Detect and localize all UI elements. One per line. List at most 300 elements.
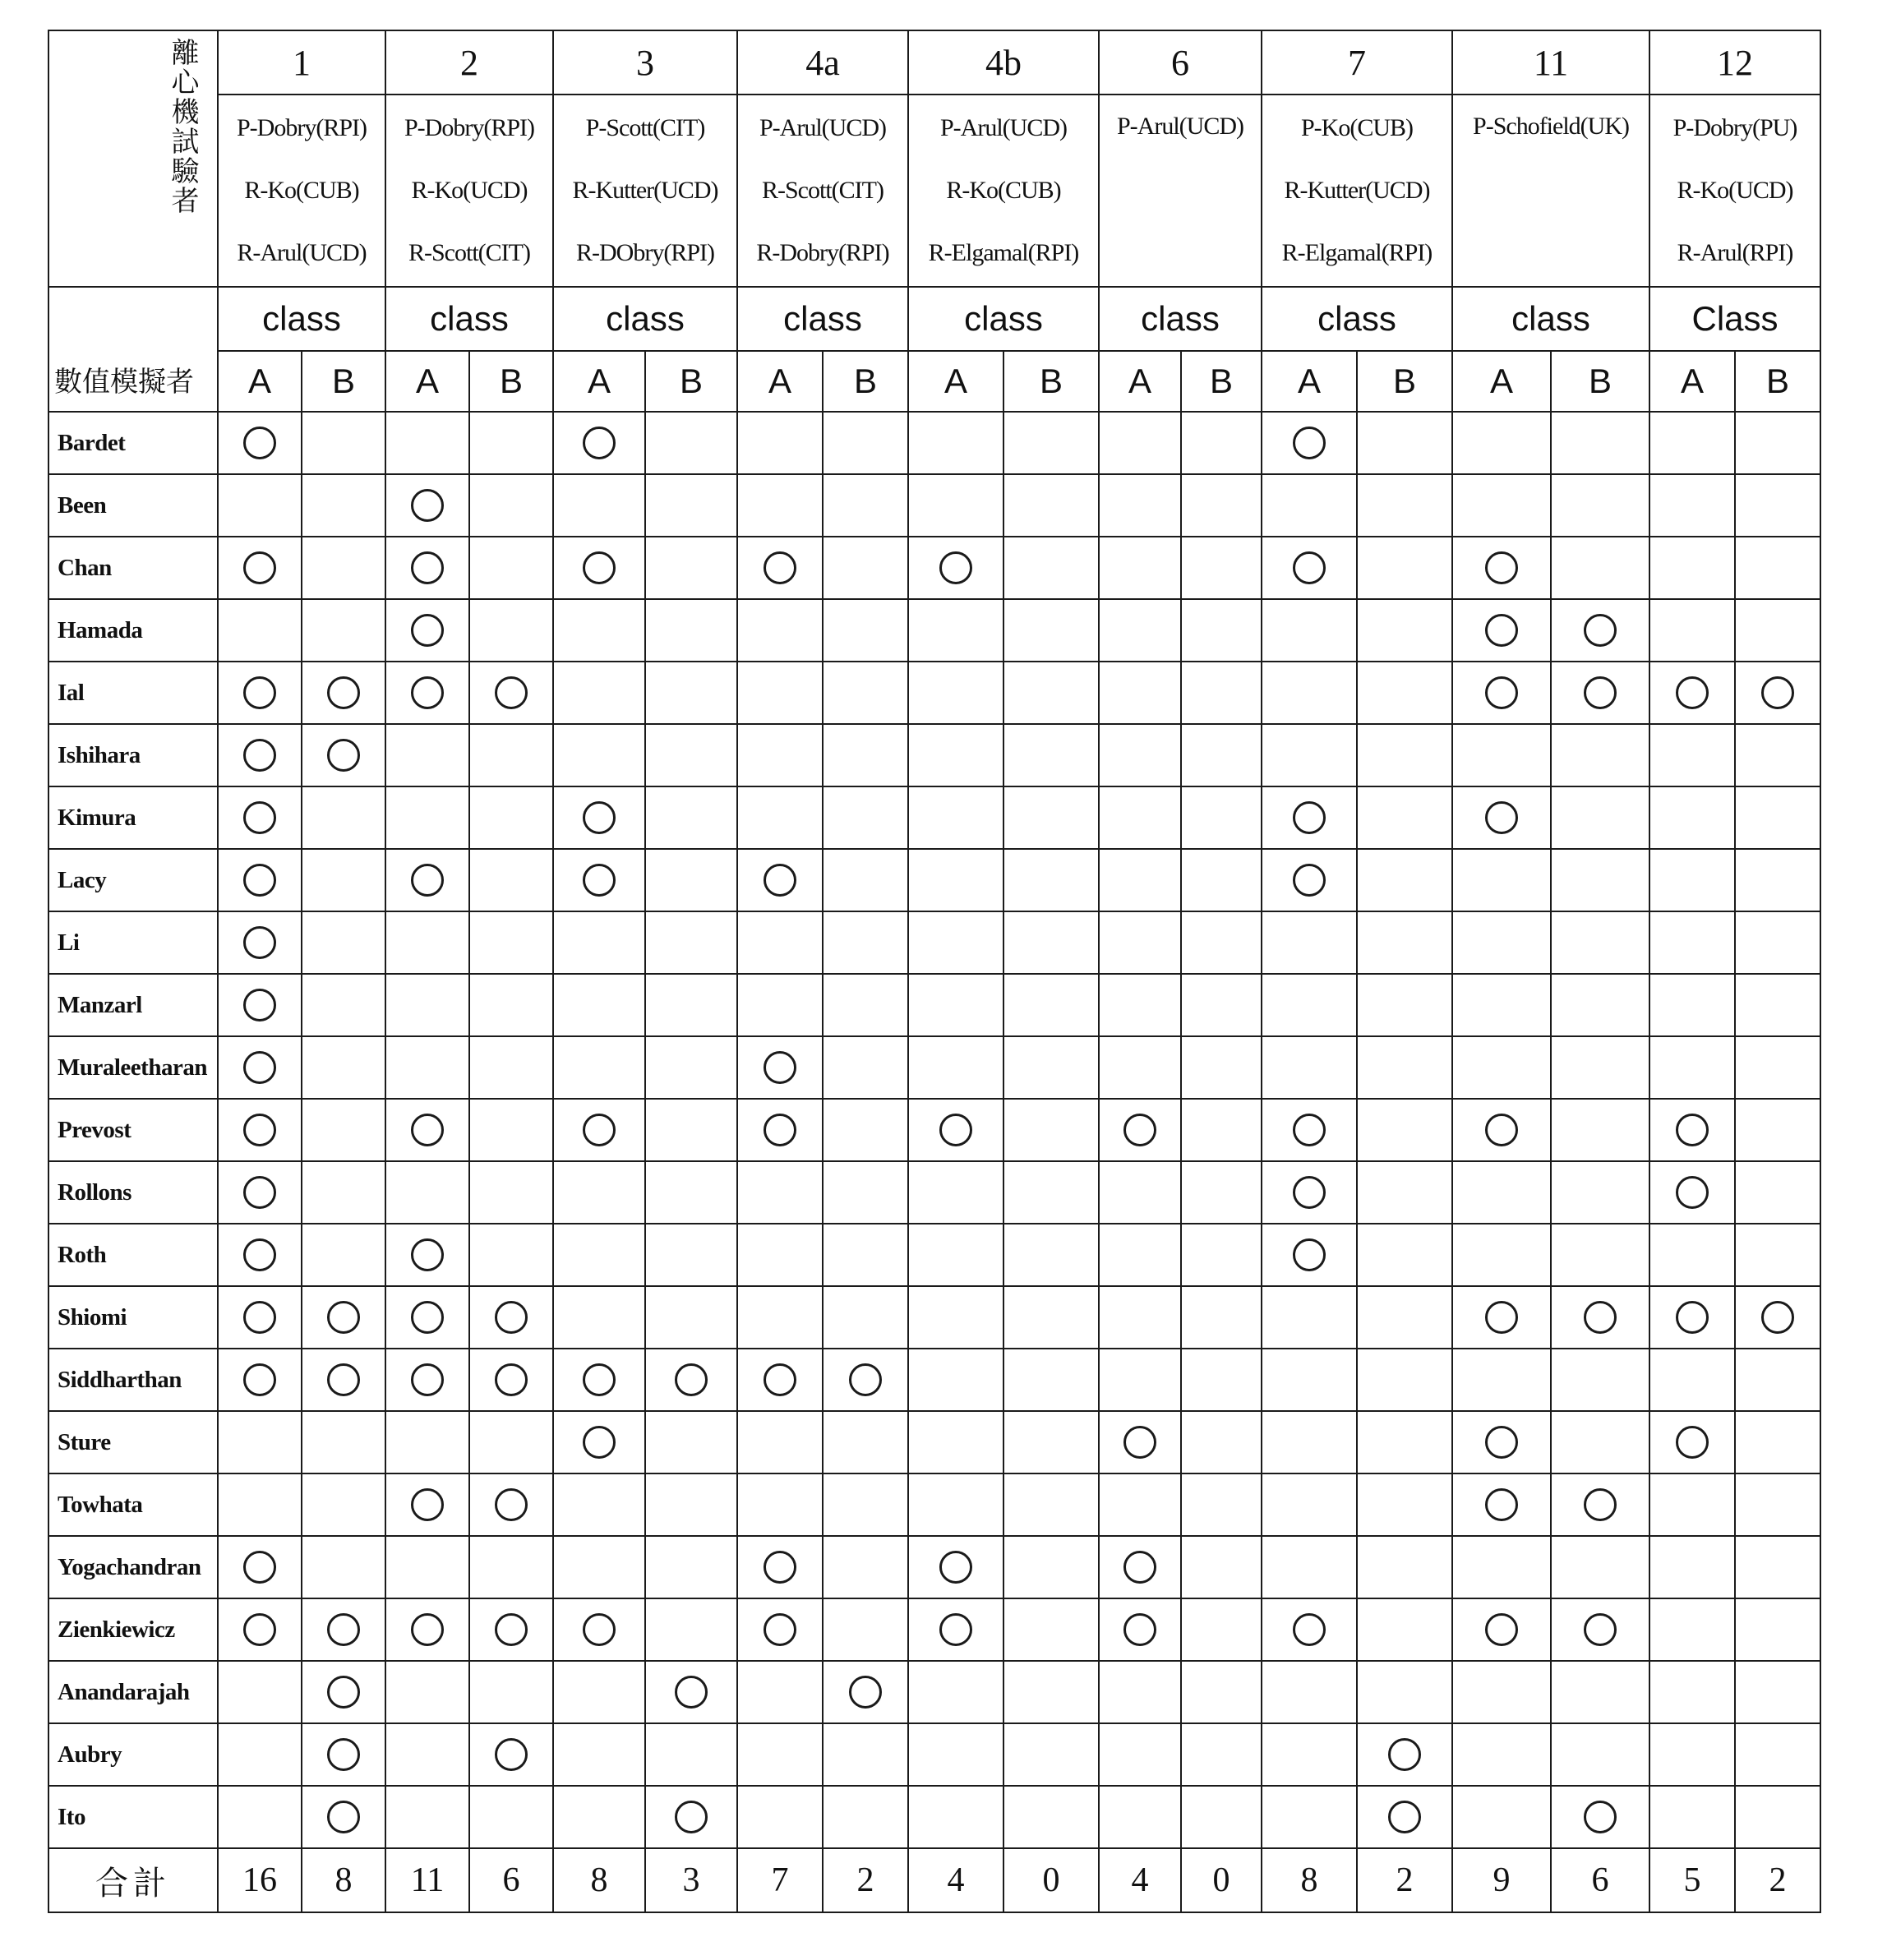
mark-cell <box>1357 1536 1452 1598</box>
mark-cell <box>737 974 823 1036</box>
mark-cell <box>1262 662 1357 724</box>
mark-cell <box>1262 474 1357 537</box>
mark-cell <box>737 786 823 849</box>
table-row <box>48 1224 1820 1286</box>
class-b-header: B <box>645 351 737 412</box>
simulator-name: Lacy <box>48 849 218 911</box>
circle-icon <box>243 1114 276 1146</box>
mark-cell <box>1357 1224 1452 1286</box>
mark-cell <box>1649 1473 1735 1536</box>
test-number: 6 <box>1099 30 1262 95</box>
mark-cell <box>645 1723 737 1786</box>
ab-row <box>48 351 1820 412</box>
mark-cell <box>218 1536 302 1598</box>
tester-name: R-Ko(UCD) <box>411 177 528 204</box>
mark-cell <box>1551 724 1649 786</box>
mark-cell <box>469 1286 553 1349</box>
mark-cell <box>469 1786 553 1848</box>
mark-cell <box>737 911 823 974</box>
test-number: 11 <box>1452 30 1649 95</box>
mark-cell <box>1003 1536 1099 1598</box>
table-row <box>48 1286 1820 1349</box>
mark-cell <box>1099 1224 1181 1286</box>
circle-icon <box>495 1613 528 1646</box>
mark-cell <box>737 1723 823 1786</box>
tester-name: R-Ko(UCD) <box>1677 177 1793 204</box>
circle-icon <box>583 1613 616 1646</box>
mark-cell <box>553 1598 645 1661</box>
tester-header-cell <box>48 30 218 287</box>
mark-cell <box>823 412 908 474</box>
circle-icon <box>1485 1613 1518 1646</box>
mark-cell <box>1551 1536 1649 1598</box>
mark-cell <box>385 1723 469 1786</box>
mark-cell <box>1551 1099 1649 1161</box>
total-value: 11 <box>385 1848 469 1912</box>
simulator-name: Chan <box>48 537 218 599</box>
mark-cell <box>1003 1411 1099 1473</box>
mark-cell <box>1649 599 1735 662</box>
mark-cell <box>553 1224 645 1286</box>
simulator-name: Towhata <box>48 1473 218 1536</box>
circle-icon <box>411 489 444 522</box>
mark-cell <box>1099 1786 1181 1848</box>
mark-cell <box>218 1411 302 1473</box>
mark-cell <box>218 724 302 786</box>
mark-cell <box>1452 1598 1551 1661</box>
mark-cell <box>385 662 469 724</box>
mark-cell <box>908 1349 1003 1411</box>
mark-cell <box>1735 724 1820 786</box>
mark-cell <box>385 537 469 599</box>
mark-cell <box>1551 1349 1649 1411</box>
total-value: 16 <box>218 1848 302 1912</box>
mark-cell <box>908 1661 1003 1723</box>
circle-icon <box>1485 1488 1518 1521</box>
mark-cell <box>1735 537 1820 599</box>
mark-cell <box>1262 1473 1357 1536</box>
mark-cell <box>645 849 737 911</box>
tester-name: P-Scott(CIT) <box>585 114 705 141</box>
class-a-header: A <box>1649 351 1735 412</box>
simulator-name: Been <box>48 474 218 537</box>
circle-icon <box>243 1613 276 1646</box>
mark-cell <box>1452 1099 1551 1161</box>
mark-cell <box>1735 911 1820 974</box>
circle-icon <box>411 1301 444 1334</box>
mark-cell <box>823 1723 908 1786</box>
mark-cell <box>737 1473 823 1536</box>
mark-cell <box>1649 1723 1735 1786</box>
mark-cell <box>218 662 302 724</box>
mark-cell <box>1181 1099 1262 1161</box>
mark-cell <box>1181 1536 1262 1598</box>
total-value: 8 <box>1262 1848 1357 1912</box>
mark-cell <box>553 1411 645 1473</box>
mark-cell <box>823 1099 908 1161</box>
mark-cell <box>823 599 908 662</box>
mark-cell <box>553 1536 645 1598</box>
tester-name: R-Dobry(RPI) <box>756 239 889 266</box>
mark-cell <box>645 724 737 786</box>
simulator-name: Siddharthan <box>48 1349 218 1411</box>
simulator-name: Sture <box>48 1411 218 1473</box>
tester-names-row <box>48 95 1820 287</box>
mark-cell <box>1003 412 1099 474</box>
simulator-header-cell <box>48 287 218 412</box>
mark-cell <box>1735 1598 1820 1661</box>
mark-cell <box>469 911 553 974</box>
mark-cell <box>469 599 553 662</box>
table-row <box>48 1349 1820 1411</box>
mark-cell <box>1181 1661 1262 1723</box>
mark-cell <box>1357 599 1452 662</box>
mark-cell <box>385 849 469 911</box>
mark-cell <box>1357 1786 1452 1848</box>
mark-cell <box>385 1224 469 1286</box>
simulator-name: Ito <box>48 1786 218 1848</box>
mark-cell <box>1735 1661 1820 1723</box>
circle-icon <box>764 1363 796 1396</box>
mark-cell <box>908 1786 1003 1848</box>
mark-cell <box>1003 1036 1099 1099</box>
mark-cell <box>908 724 1003 786</box>
tester-name: R-Arul(UCD) <box>237 239 367 266</box>
table-row <box>48 1473 1820 1536</box>
mark-cell <box>469 1536 553 1598</box>
mark-cell <box>1357 1598 1452 1661</box>
circle-icon <box>1485 551 1518 584</box>
mark-cell <box>908 1598 1003 1661</box>
mark-cell <box>1181 724 1262 786</box>
circle-icon <box>411 1488 444 1521</box>
mark-cell <box>1003 1224 1099 1286</box>
mark-cell <box>302 724 385 786</box>
mark-cell <box>1735 1036 1820 1099</box>
mark-cell <box>385 1473 469 1536</box>
class-label: class <box>908 287 1099 351</box>
mark-cell <box>1357 1411 1452 1473</box>
circle-icon <box>1293 1176 1326 1209</box>
circle-icon <box>764 1051 796 1084</box>
circle-icon <box>583 1114 616 1146</box>
mark-cell <box>737 1411 823 1473</box>
mark-cell <box>1181 786 1262 849</box>
mark-cell <box>1099 1536 1181 1598</box>
mark-cell <box>1181 1036 1262 1099</box>
mark-cell <box>823 474 908 537</box>
mark-cell <box>1452 1723 1551 1786</box>
mark-cell <box>385 1286 469 1349</box>
mark-cell <box>823 1161 908 1224</box>
mark-cell <box>1735 599 1820 662</box>
mark-cell <box>1099 1723 1181 1786</box>
mark-cell <box>1262 1786 1357 1848</box>
mark-cell <box>553 1661 645 1723</box>
tester-name: P-Dobry(RPI) <box>237 114 367 141</box>
mark-cell <box>1003 724 1099 786</box>
test-number: 2 <box>385 30 553 95</box>
mark-cell <box>908 1161 1003 1224</box>
mark-cell <box>645 1661 737 1723</box>
mark-cell <box>553 1723 645 1786</box>
mark-cell <box>1181 1286 1262 1349</box>
mark-cell <box>737 1161 823 1224</box>
circle-icon <box>243 551 276 584</box>
mark-cell <box>385 1099 469 1161</box>
mark-cell <box>218 1349 302 1411</box>
mark-cell <box>823 1786 908 1848</box>
circle-icon <box>1676 1114 1709 1146</box>
mark-cell <box>385 1161 469 1224</box>
mark-cell <box>218 599 302 662</box>
table-row <box>48 537 1820 599</box>
total-value: 4 <box>908 1848 1003 1912</box>
simulator-name: Yogachandran <box>48 1536 218 1598</box>
mark-cell <box>1181 974 1262 1036</box>
mark-cell <box>645 1786 737 1848</box>
mark-cell <box>1181 1786 1262 1848</box>
mark-cell <box>1003 662 1099 724</box>
mark-cell <box>645 537 737 599</box>
mark-cell <box>908 1036 1003 1099</box>
circle-icon <box>327 1738 360 1771</box>
tester-name: R-Elgamal(RPI) <box>928 239 1079 266</box>
mark-cell <box>1357 1286 1452 1349</box>
class-b-header: B <box>1357 351 1452 412</box>
mark-cell <box>1357 974 1452 1036</box>
class-label: class <box>737 287 908 351</box>
mark-cell <box>1735 1536 1820 1598</box>
mark-cell <box>553 1349 645 1411</box>
mark-cell <box>1357 537 1452 599</box>
mark-cell <box>908 662 1003 724</box>
mark-cell <box>1357 1099 1452 1161</box>
circle-icon <box>1123 1426 1156 1459</box>
mark-cell <box>1452 974 1551 1036</box>
mark-cell <box>1551 1286 1649 1349</box>
circle-icon <box>495 676 528 709</box>
mark-cell <box>1181 911 1262 974</box>
mark-cell <box>469 537 553 599</box>
class-a-header: A <box>1262 351 1357 412</box>
mark-cell <box>302 1536 385 1598</box>
mark-cell <box>737 1349 823 1411</box>
class-b-header: B <box>302 351 385 412</box>
mark-cell <box>1003 974 1099 1036</box>
mark-cell <box>218 474 302 537</box>
simulator-name: Zienkiewicz <box>48 1598 218 1661</box>
mark-cell <box>218 786 302 849</box>
total-value: 8 <box>553 1848 645 1912</box>
mark-cell <box>469 1224 553 1286</box>
circle-icon <box>243 1238 276 1271</box>
circle-icon <box>411 551 444 584</box>
circle-icon <box>939 551 972 584</box>
mark-cell <box>553 724 645 786</box>
mark-cell <box>908 1224 1003 1286</box>
mark-cell <box>218 1161 302 1224</box>
mark-cell <box>1181 1723 1262 1786</box>
tester-name: P-Dobry(RPI) <box>404 114 534 141</box>
mark-cell <box>1003 1598 1099 1661</box>
tester-names <box>385 95 553 287</box>
mark-cell <box>302 1661 385 1723</box>
mark-cell <box>1649 911 1735 974</box>
tester-name: R-Scott(CIT) <box>762 177 884 204</box>
class-b-header: B <box>823 351 908 412</box>
mark-cell <box>1452 662 1551 724</box>
mark-cell <box>553 1473 645 1536</box>
circle-icon <box>327 1676 360 1709</box>
mark-cell <box>908 786 1003 849</box>
circle-icon <box>1388 1738 1421 1771</box>
tester-label: 離心機試驗者 <box>166 38 199 215</box>
mark-cell <box>1649 724 1735 786</box>
circle-icon <box>1293 1238 1326 1271</box>
circle-icon <box>1293 1114 1326 1146</box>
mark-cell <box>553 662 645 724</box>
circle-icon <box>939 1114 972 1146</box>
tester-names <box>908 95 1099 287</box>
mark-cell <box>469 474 553 537</box>
mark-cell <box>218 537 302 599</box>
class-a-header: A <box>908 351 1003 412</box>
mark-cell <box>1551 599 1649 662</box>
mark-cell <box>1452 537 1551 599</box>
tester-name: R-Kutter(UCD) <box>1284 177 1430 204</box>
circle-icon <box>1584 1613 1617 1646</box>
mark-cell <box>385 1411 469 1473</box>
table-row <box>48 662 1820 724</box>
mark-cell <box>1735 1473 1820 1536</box>
total-value: 2 <box>1357 1848 1452 1912</box>
mark-cell <box>553 474 645 537</box>
mark-cell <box>908 911 1003 974</box>
mark-cell <box>645 412 737 474</box>
class-label: class <box>553 287 737 351</box>
mark-cell <box>1003 1286 1099 1349</box>
simulator-name: Roth <box>48 1224 218 1286</box>
circle-icon <box>1761 1301 1794 1334</box>
mark-cell <box>553 1099 645 1161</box>
mark-cell <box>1649 537 1735 599</box>
mark-cell <box>1551 1786 1649 1848</box>
mark-cell <box>1551 662 1649 724</box>
mark-cell <box>823 1473 908 1536</box>
mark-cell <box>908 537 1003 599</box>
mark-cell <box>1735 1286 1820 1349</box>
mark-cell <box>1735 1161 1820 1224</box>
mark-cell <box>645 911 737 974</box>
circle-icon <box>1293 801 1326 834</box>
table-row <box>48 1661 1820 1723</box>
mark-cell <box>1003 1473 1099 1536</box>
mark-cell <box>1551 1224 1649 1286</box>
mark-cell <box>1649 1661 1735 1723</box>
mark-cell <box>737 1598 823 1661</box>
circle-icon <box>1293 1613 1326 1646</box>
circle-icon <box>1485 676 1518 709</box>
tester-names <box>1649 95 1820 287</box>
mark-cell <box>1649 1786 1735 1848</box>
circle-icon <box>495 1488 528 1521</box>
mark-cell <box>218 1786 302 1848</box>
table-row <box>48 474 1820 537</box>
circle-icon <box>764 551 796 584</box>
mark-cell <box>1649 1411 1735 1473</box>
mark-cell <box>1357 1661 1452 1723</box>
circle-icon <box>583 427 616 459</box>
mark-cell <box>908 1286 1003 1349</box>
mark-cell <box>908 1411 1003 1473</box>
tester-name: R-Elgamal(RPI) <box>1281 239 1433 266</box>
mark-cell <box>553 1161 645 1224</box>
mark-cell <box>1099 1598 1181 1661</box>
mark-cell <box>823 911 908 974</box>
circle-icon <box>243 1051 276 1084</box>
total-value: 0 <box>1181 1848 1262 1912</box>
mark-cell <box>1551 1661 1649 1723</box>
circle-icon <box>327 1613 360 1646</box>
mark-cell <box>737 1036 823 1099</box>
circle-icon <box>1676 676 1709 709</box>
mark-cell <box>1735 1349 1820 1411</box>
total-value: 9 <box>1452 1848 1551 1912</box>
circle-icon <box>1584 676 1617 709</box>
test-number: 7 <box>1262 30 1452 95</box>
circle-icon <box>1485 1301 1518 1334</box>
mark-cell <box>1357 662 1452 724</box>
mark-cell <box>1262 1036 1357 1099</box>
circle-icon <box>411 864 444 897</box>
mark-cell <box>1262 599 1357 662</box>
mark-cell <box>469 1473 553 1536</box>
mark-cell <box>1262 1411 1357 1473</box>
mark-cell <box>469 849 553 911</box>
mark-cell <box>737 849 823 911</box>
mark-cell <box>1181 1411 1262 1473</box>
mark-cell <box>469 412 553 474</box>
mark-cell <box>553 911 645 974</box>
mark-cell <box>1262 786 1357 849</box>
total-value: 2 <box>1735 1848 1820 1912</box>
mark-cell <box>302 1411 385 1473</box>
circle-icon <box>327 1301 360 1334</box>
circle-icon <box>411 1613 444 1646</box>
circle-icon <box>1584 1801 1617 1833</box>
mark-cell <box>1551 1723 1649 1786</box>
simulator-name: Rollons <box>48 1161 218 1224</box>
mark-cell <box>1452 1786 1551 1848</box>
mark-cell <box>1099 1036 1181 1099</box>
mark-cell <box>1452 1536 1551 1598</box>
mark-cell <box>737 1661 823 1723</box>
mark-cell <box>302 1161 385 1224</box>
circle-icon <box>327 1801 360 1833</box>
tester-name: P-Arul(UCD) <box>940 114 1067 141</box>
mark-cell <box>1649 1349 1735 1411</box>
mark-cell <box>1649 1224 1735 1286</box>
mark-cell <box>1357 911 1452 974</box>
mark-cell <box>1452 1661 1551 1723</box>
total-value: 6 <box>1551 1848 1649 1912</box>
simulator-name: Aubry <box>48 1723 218 1786</box>
mark-cell <box>553 412 645 474</box>
mark-cell <box>469 1036 553 1099</box>
class-label: Class <box>1649 287 1820 351</box>
mark-cell <box>469 1161 553 1224</box>
